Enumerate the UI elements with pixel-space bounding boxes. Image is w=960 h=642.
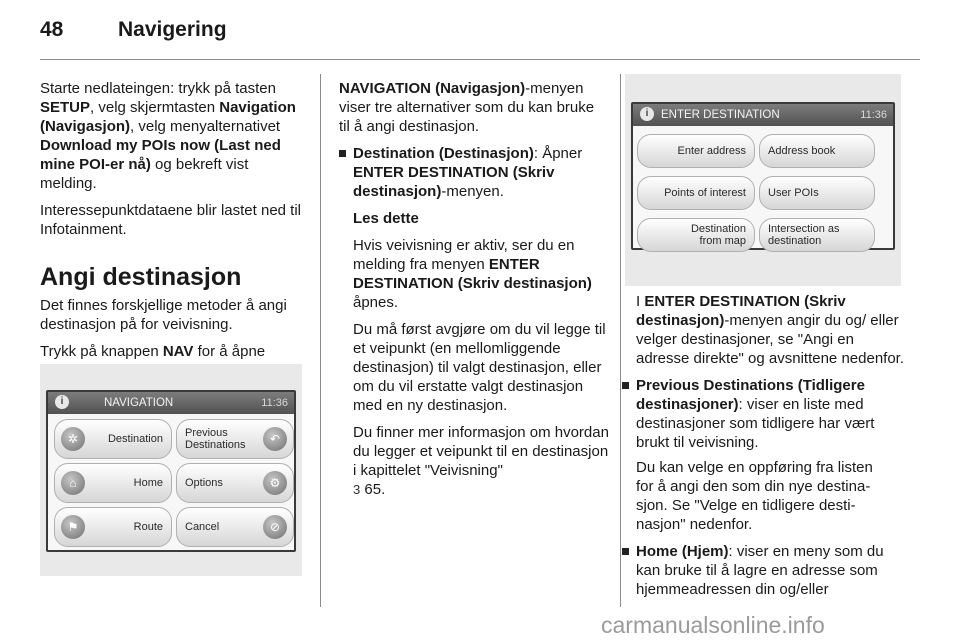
note-text: Hvis veivisning er aktiv, ser du en melding fra menyen ENTER DESTINATION (Skriv destinasjon) åpnes.	[353, 237, 592, 311]
info-icon: i	[55, 395, 69, 409]
enter-destination-title-bar	[633, 104, 893, 126]
enter-address-button[interactable]: Enter address	[637, 134, 755, 168]
paragraph-menu-intro: NAVIGATION (Navigasjon)-menyen viser tre alternativer som du kan bruke til å angi destinasjon.	[339, 80, 595, 135]
navigation-screen	[46, 390, 296, 552]
previous-destinations-detail: Du kan velge en oppføring fra listen for å angi den som din nye destinasjon. Se "Velge en tidligere destinasjon" nedenfor.	[636, 459, 873, 533]
note-title: Les dette	[353, 210, 419, 227]
points-of-interest-button[interactable]: Points of interest	[637, 176, 755, 210]
column-3	[636, 292, 906, 607]
navigation-screenshot	[40, 364, 302, 576]
bullet-destination: Destination (Destinasjon): Åpner ENTER DESTINATION (Skriv destinasjon)-menyen.	[339, 144, 609, 201]
bullet-marker	[339, 150, 346, 157]
route-button[interactable]: ⚑ Route	[54, 507, 172, 547]
section-title: Navigering	[118, 18, 227, 41]
page-number: 48	[40, 18, 64, 41]
previous-destinations-button[interactable]: Previous Destinations ↶	[176, 419, 294, 459]
gear-icon: ⚙	[263, 471, 287, 495]
bullet-home: Home (Hjem): viser en meny som du kan bruke til å lagre en adresse som hjemmeadressen din og/eller	[622, 542, 892, 599]
options-button[interactable]: Options ⚙	[176, 463, 294, 503]
paragraph-press-nav: Trykk på knappen NAV for å åpne	[40, 343, 266, 360]
info-icon: i	[640, 107, 654, 121]
page-reference-icon: 3	[353, 482, 361, 497]
navigation-title: NAVIGATION	[104, 397, 174, 409]
note-block	[339, 209, 609, 499]
bullet-marker	[622, 382, 629, 389]
address-book-button[interactable]: Address book	[759, 134, 875, 168]
section-heading: Angi destinasjon	[40, 263, 242, 291]
paragraph-waypoint: Du må først avgjøre om du vil legge til et veipunkt (en mellomliggende destinasjon) til valgt destinasjon, eller om du vil erstatte valgt destinasjon med en ny destinasjon.	[353, 321, 606, 414]
destination-from-map-button[interactable]: Destination from map	[637, 218, 755, 252]
paragraph-methods: Det finnes forskjellige metoder å angi destinasjon på for veivisning.	[40, 297, 287, 333]
watermark: carmanualsonline.info	[601, 612, 825, 638]
column-1	[40, 79, 306, 388]
enter-destination-screen	[631, 102, 895, 250]
bullet-marker	[622, 548, 629, 555]
clock: 11:36	[860, 109, 887, 121]
paragraph-download: Starte nedlateingen: trykk på tasten SETUP, velg skjermtasten Navigation (Navigasjon), velg menyalternativet Download my POIs now (Last ned mine POI-er nå) og bekreft vist melding.	[40, 80, 296, 192]
home-icon: ⌂	[61, 471, 85, 495]
cancel-button[interactable]: Cancel ⊘	[176, 507, 294, 547]
history-icon: ↶	[263, 427, 287, 451]
paragraph-loaded: Interessepunktdataene blir lastet ned til Infotainment.	[40, 202, 301, 238]
intersection-as-destination-button[interactable]: Intersection as destination	[759, 218, 875, 252]
paragraph-enter-destination: I ENTER DESTINATION (Skriv destinasjon)-menyen angir du og/ eller velger destinasjoner, se "Angi en adresse direkte" og avsnittene nedenfor.	[636, 293, 905, 367]
navigation-title-bar	[48, 392, 294, 414]
column-divider-1	[320, 74, 321, 607]
bullet-previous-destinations: Previous Destinations (Tidligere destinasjoner): viser en liste med destinasjoner som tidligere har vært brukt til veivisning. Du kan velge en oppføring fra listen for å angi den som din nye destinasjon. Se "Velge en tidligere destinasjon" nedenfor.	[622, 376, 892, 534]
page-header	[40, 18, 227, 42]
enter-destination-screenshot	[625, 74, 901, 286]
column-divider-2	[620, 74, 621, 607]
column-2	[339, 79, 609, 507]
route-icon: ⚑	[61, 515, 85, 539]
cancel-icon: ⊘	[263, 515, 287, 539]
home-button[interactable]: ⌂ Home	[54, 463, 172, 503]
destination-button[interactable]: ✲ Destination	[54, 419, 172, 459]
user-pois-button[interactable]: User POIs	[759, 176, 875, 210]
paragraph-more-info: Du finner mer informasjon om hvordan du legger et veipunkt til en destinasjon i kapittelet "Veivisning" 3 65.	[353, 424, 609, 498]
globe-icon: ✲	[61, 427, 85, 451]
clock: 11:36	[261, 397, 288, 409]
header-rule	[40, 59, 920, 60]
enter-destination-title: ENTER DESTINATION	[661, 109, 780, 121]
